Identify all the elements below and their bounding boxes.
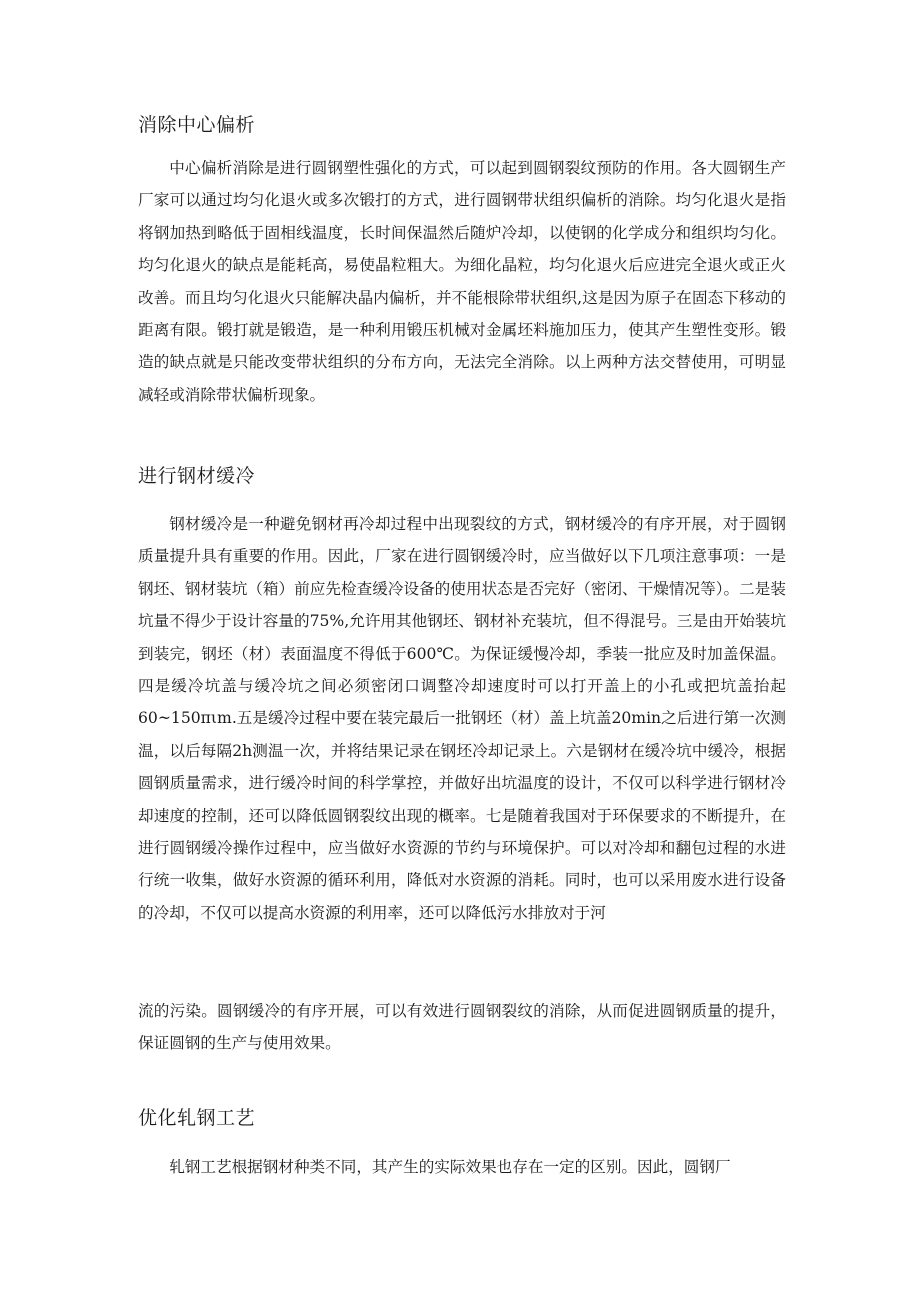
section-paragraph-rolling-process: 轧钢工艺根据钢材种类不同，其产生的实际效果也存在一定的区别。因此，圆钢厂 [169,1158,731,1176]
section-heading-slow-cooling: 进行钢材缓冷 [138,465,256,487]
section-heading-rolling-process: 优化轧钢工艺 [138,1107,256,1129]
section-paragraph-slow-cooling-continued: 流的污染。圆钢缓冷的有序开展，可以有效进行圆钢裂纹的消除，从而促进圆钢质量的提升，保证圆钢的生产与使用效果。 [138,1002,786,1053]
section-paragraph-center-segregation: 中心偏析消除是进行圆钢塑性强化的方式，可以起到圆钢裂纹预防的作用。各大圆钢生产厂家可以通过均匀化退火或多次锻打的方式，进行圆钢带状组织偏析的消除。均匀化退火是指将钢加热到略低于固相线温度，长时间保温然后随炉冷却，以使钢的化学成分和组织均匀化。均匀化退火的缺点是能耗高，易使晶粒粗大。为细化晶粒，均匀化退火后应进完全退火或正火改善。而且均匀化退火只能解决晶内偏析，并不能根除带状组织,这是因为原子在固态下移动的距离有限。锻打就是锻造，是一种利用锻压机械对金属坯料施加压力，使其产生塑性变形。锻造的缺点就是只能改变带状组织的分布方向，无法完全消除。以上两种方法交替使用，可明显减轻或消除带状偏析现象。 [138,159,786,404]
section-paragraph-slow-cooling: 钢材缓冷是一种避免钢材再冷却过程中出现裂纹的方式，钢材缓冷的有序开展，对于圆钢质量提升具有重要的作用。因此，厂家在进行圆钢缓冷时，应当做好以下几项注意事项：一是钢坯、钢材装坑（箱）前应先检查缓冷设备的使用状态是否完好（密闭、干燥情况等）。二是装坑量不得少于设计容量的75%,允许用其他钢坯、钢材补充装坑，但不得混号。三是由开始装坑到装完，钢坯（材）表面温度不得低于600℃。为保证缓慢冷却，季装一批应及时加盖保温。四是缓冷坑盖与缓冷坑之间必须密闭口调整冷却速度时可以打开盖上的小孔或把坑盖抬起60~150πιm.五是缓冷过程中要在装完最后一批钢坯（材）盖上坑盖20min之后进行第一次测温，以后每隔2h测温一次，并将结果记录在钢坯冷却记录上。六是钢材在缓冷坑中缓冷，根据圆钢质量需求，进行缓冷时间的科学掌控，并做好出坑温度的设计，不仅可以科学进行钢材冷却速度的控制，还可以降低圆钢裂纹出现的概率。七是随着我国对于环保要求的不断提升，在进行圆钢缓冷操作过程中，应当做好水资源的节约与环境保护。可以对冷却和翻包过程的水进行统一收集，做好水资源的循环利用，降低对水资源的消耗。同时，也可以采用废水进行设备的冷却，不仅可以提高水资源的利用率，还可以降低污水排放对于河 [138,515,786,922]
section-heading-center-segregation: 消除中心偏析 [138,114,256,136]
